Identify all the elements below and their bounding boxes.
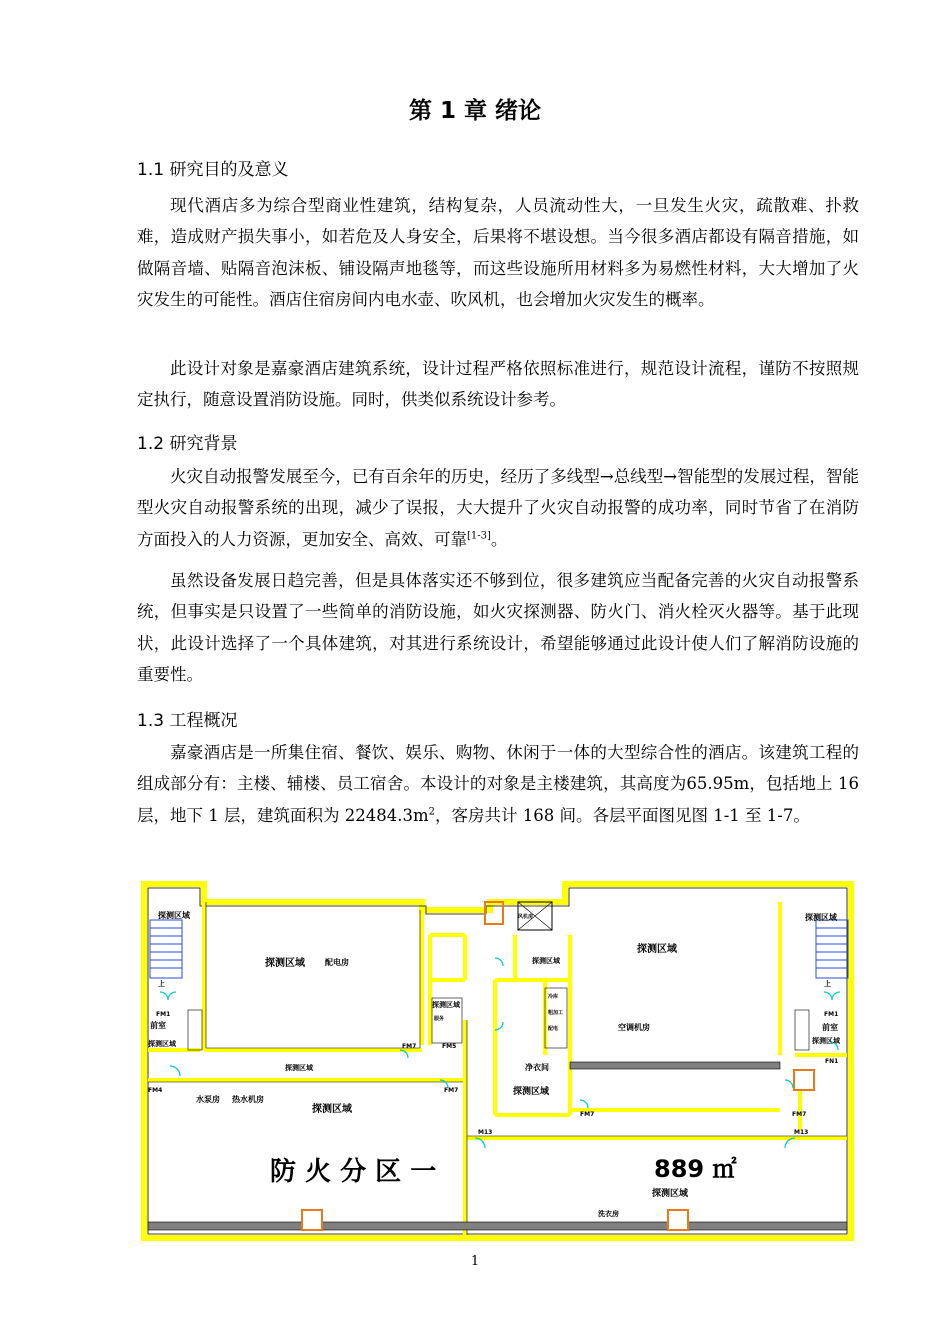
label-zone-title: 防 火 分 区 一 — [270, 1157, 437, 1187]
label-detect-area: 探测区域 — [805, 913, 837, 922]
paragraph — [137, 737, 859, 831]
label-front-room: 前室 — [822, 1023, 838, 1032]
label-detect-area: 探测区域 — [312, 1104, 352, 1115]
paragraph-text: 嘉豪酒店是一所集住宿、餐饮、娱乐、购物、休闲于一体的大型综合性的酒店。该建筑工程的组成部分有：主楼、辅楼、员工宿舍。本设计的对象是主楼建筑，其高度为65.95m，包括地上 16 层，地下 1 层，建筑面积为 22484.3m — [137, 743, 859, 825]
outer-wall — [144, 884, 851, 1238]
small-rooms — [188, 988, 809, 1050]
label-pump-room: 水泵房 — [196, 1095, 220, 1104]
label-small-room: 配电 — [548, 1026, 559, 1032]
label-detect-area: 探测区域 — [532, 957, 560, 965]
label-front-room: 前室 — [150, 1021, 166, 1030]
label-detect-area: 探测区域 — [812, 1037, 840, 1045]
label-zone-area: 889 ㎡ — [654, 1155, 737, 1183]
label-small-room: 风机房 — [518, 914, 534, 920]
label-fm7: FM7 — [792, 1111, 807, 1118]
label-up: 上 — [158, 980, 165, 988]
outer-wall-inner-line — [148, 888, 847, 1234]
section-heading-1-2: 1.2 研究背景 — [137, 434, 238, 454]
label-up: 上 — [824, 980, 831, 988]
label-detect-area: 探测区域 — [652, 1189, 689, 1199]
floor-plan-svg — [140, 880, 855, 1242]
paragraph-text: 火灾自动报警发展至今，已有百余年的历史，经历了多线型→总线型→智能型的发展过程，智能型火灾自动报警系统的出现，减少了误报，大大提升了火灾自动报警的成功率，同时节省了在消防方面投入的人力资源，更加安全、高效、可靠 — [137, 467, 859, 549]
label-power-room: 配电房 — [325, 958, 349, 967]
corridor-beam — [148, 1222, 847, 1230]
label-detect-area: 探测区域 — [285, 1064, 313, 1072]
label-detect-area: 探测区域 — [148, 1040, 176, 1048]
paragraph-tail: 。 — [490, 529, 508, 549]
corridor-beam — [570, 1062, 780, 1069]
paragraph-tail: ，客房共计 168 间。各层平面图见图 1-1 至 1-7。 — [435, 805, 810, 825]
citation: [1-3] — [467, 530, 491, 542]
label-m13: M13 — [478, 1129, 493, 1136]
label-hot-water-room: 热水机房 — [232, 1095, 264, 1104]
label-fm7: FM7 — [444, 1087, 459, 1094]
label-detect-area: 探测区域 — [432, 1001, 460, 1009]
label-detect-area: 探测区域 — [158, 911, 190, 920]
paragraph: 虽然设备发展日趋完善，但是具体落实还不够到位，很多建筑应当配备完善的火灾自动报警系统，但事实是只设置了一些简单的消防设施，如火灾探测器、防火门、消火栓灭火器等。基于此现状，此设计选择了一个具体建筑，对其进行系统设计，希望能够通过此设计使人们了解消防设施的重要性。 — [137, 571, 859, 684]
section-heading-1-3: 1.3 工程概况 — [137, 711, 238, 731]
label-m13: M13 — [794, 1129, 809, 1136]
label-detect-area: 探测区域 — [265, 958, 305, 969]
label-fn1: FN1 — [825, 1058, 839, 1065]
label-fm4: FM4 — [148, 1087, 163, 1094]
equipment-box — [668, 1210, 688, 1230]
equipment-box — [302, 1210, 322, 1230]
label-laundry: 洗衣房 — [598, 1210, 619, 1218]
label-fm5: FM5 — [442, 1043, 457, 1050]
door-swings — [160, 958, 840, 1148]
label-detect-area: 探测区域 — [513, 1087, 550, 1097]
label-fm7: FM7 — [580, 1111, 595, 1118]
stair-right — [816, 920, 848, 978]
paragraph — [137, 461, 859, 555]
area-superscript: 2 — [428, 806, 435, 818]
equipment-box — [794, 1070, 814, 1090]
label-aircon-room: 空调机房 — [618, 1023, 650, 1032]
page-number: 1 — [470, 1254, 480, 1269]
label-small-room: 冷库 — [548, 994, 559, 1000]
label-clean-room: 净衣间 — [525, 1063, 549, 1072]
label-detect-area: 探测区域 — [637, 944, 677, 955]
floor-plan-figure — [140, 880, 855, 1242]
label-fm1: FM1 — [156, 1011, 171, 1018]
chapter-title: 第 1 章 绪论 — [408, 98, 542, 124]
label-small-room: 粗加工 — [548, 1010, 564, 1016]
section-heading-1-1: 1.1 研究目的及意义 — [137, 160, 289, 180]
label-fm1: FM1 — [824, 1011, 839, 1018]
stair-left — [150, 920, 182, 978]
paragraph: 现代酒店多为综合型商业性建筑，结构复杂，人员流动性大，一旦发生火灾，疏散难、扑救难，造成财产损失事小，如若危及人身安全，后果将不堪设想。当今很多酒店都设有隔音措施，如做隔音墙、贴隔音泡沫板、铺设隔声地毯等，而这些设施所用材料多为易燃性材料，大大增加了火灾发生的可能性。酒店住宿房间内电水壶、吹风机，也会增加火灾发生的概率。 — [137, 196, 859, 309]
label-small-room: 服务 — [434, 1016, 445, 1022]
label-fm7: FM7 — [402, 1043, 417, 1050]
paragraph: 此设计对象是嘉豪酒店建筑系统，设计过程严格依照标准进行，规范设计流程，谨防不按照规定执行，随意设置消防设施。同时，供类似系统设计参考。 — [137, 359, 859, 410]
